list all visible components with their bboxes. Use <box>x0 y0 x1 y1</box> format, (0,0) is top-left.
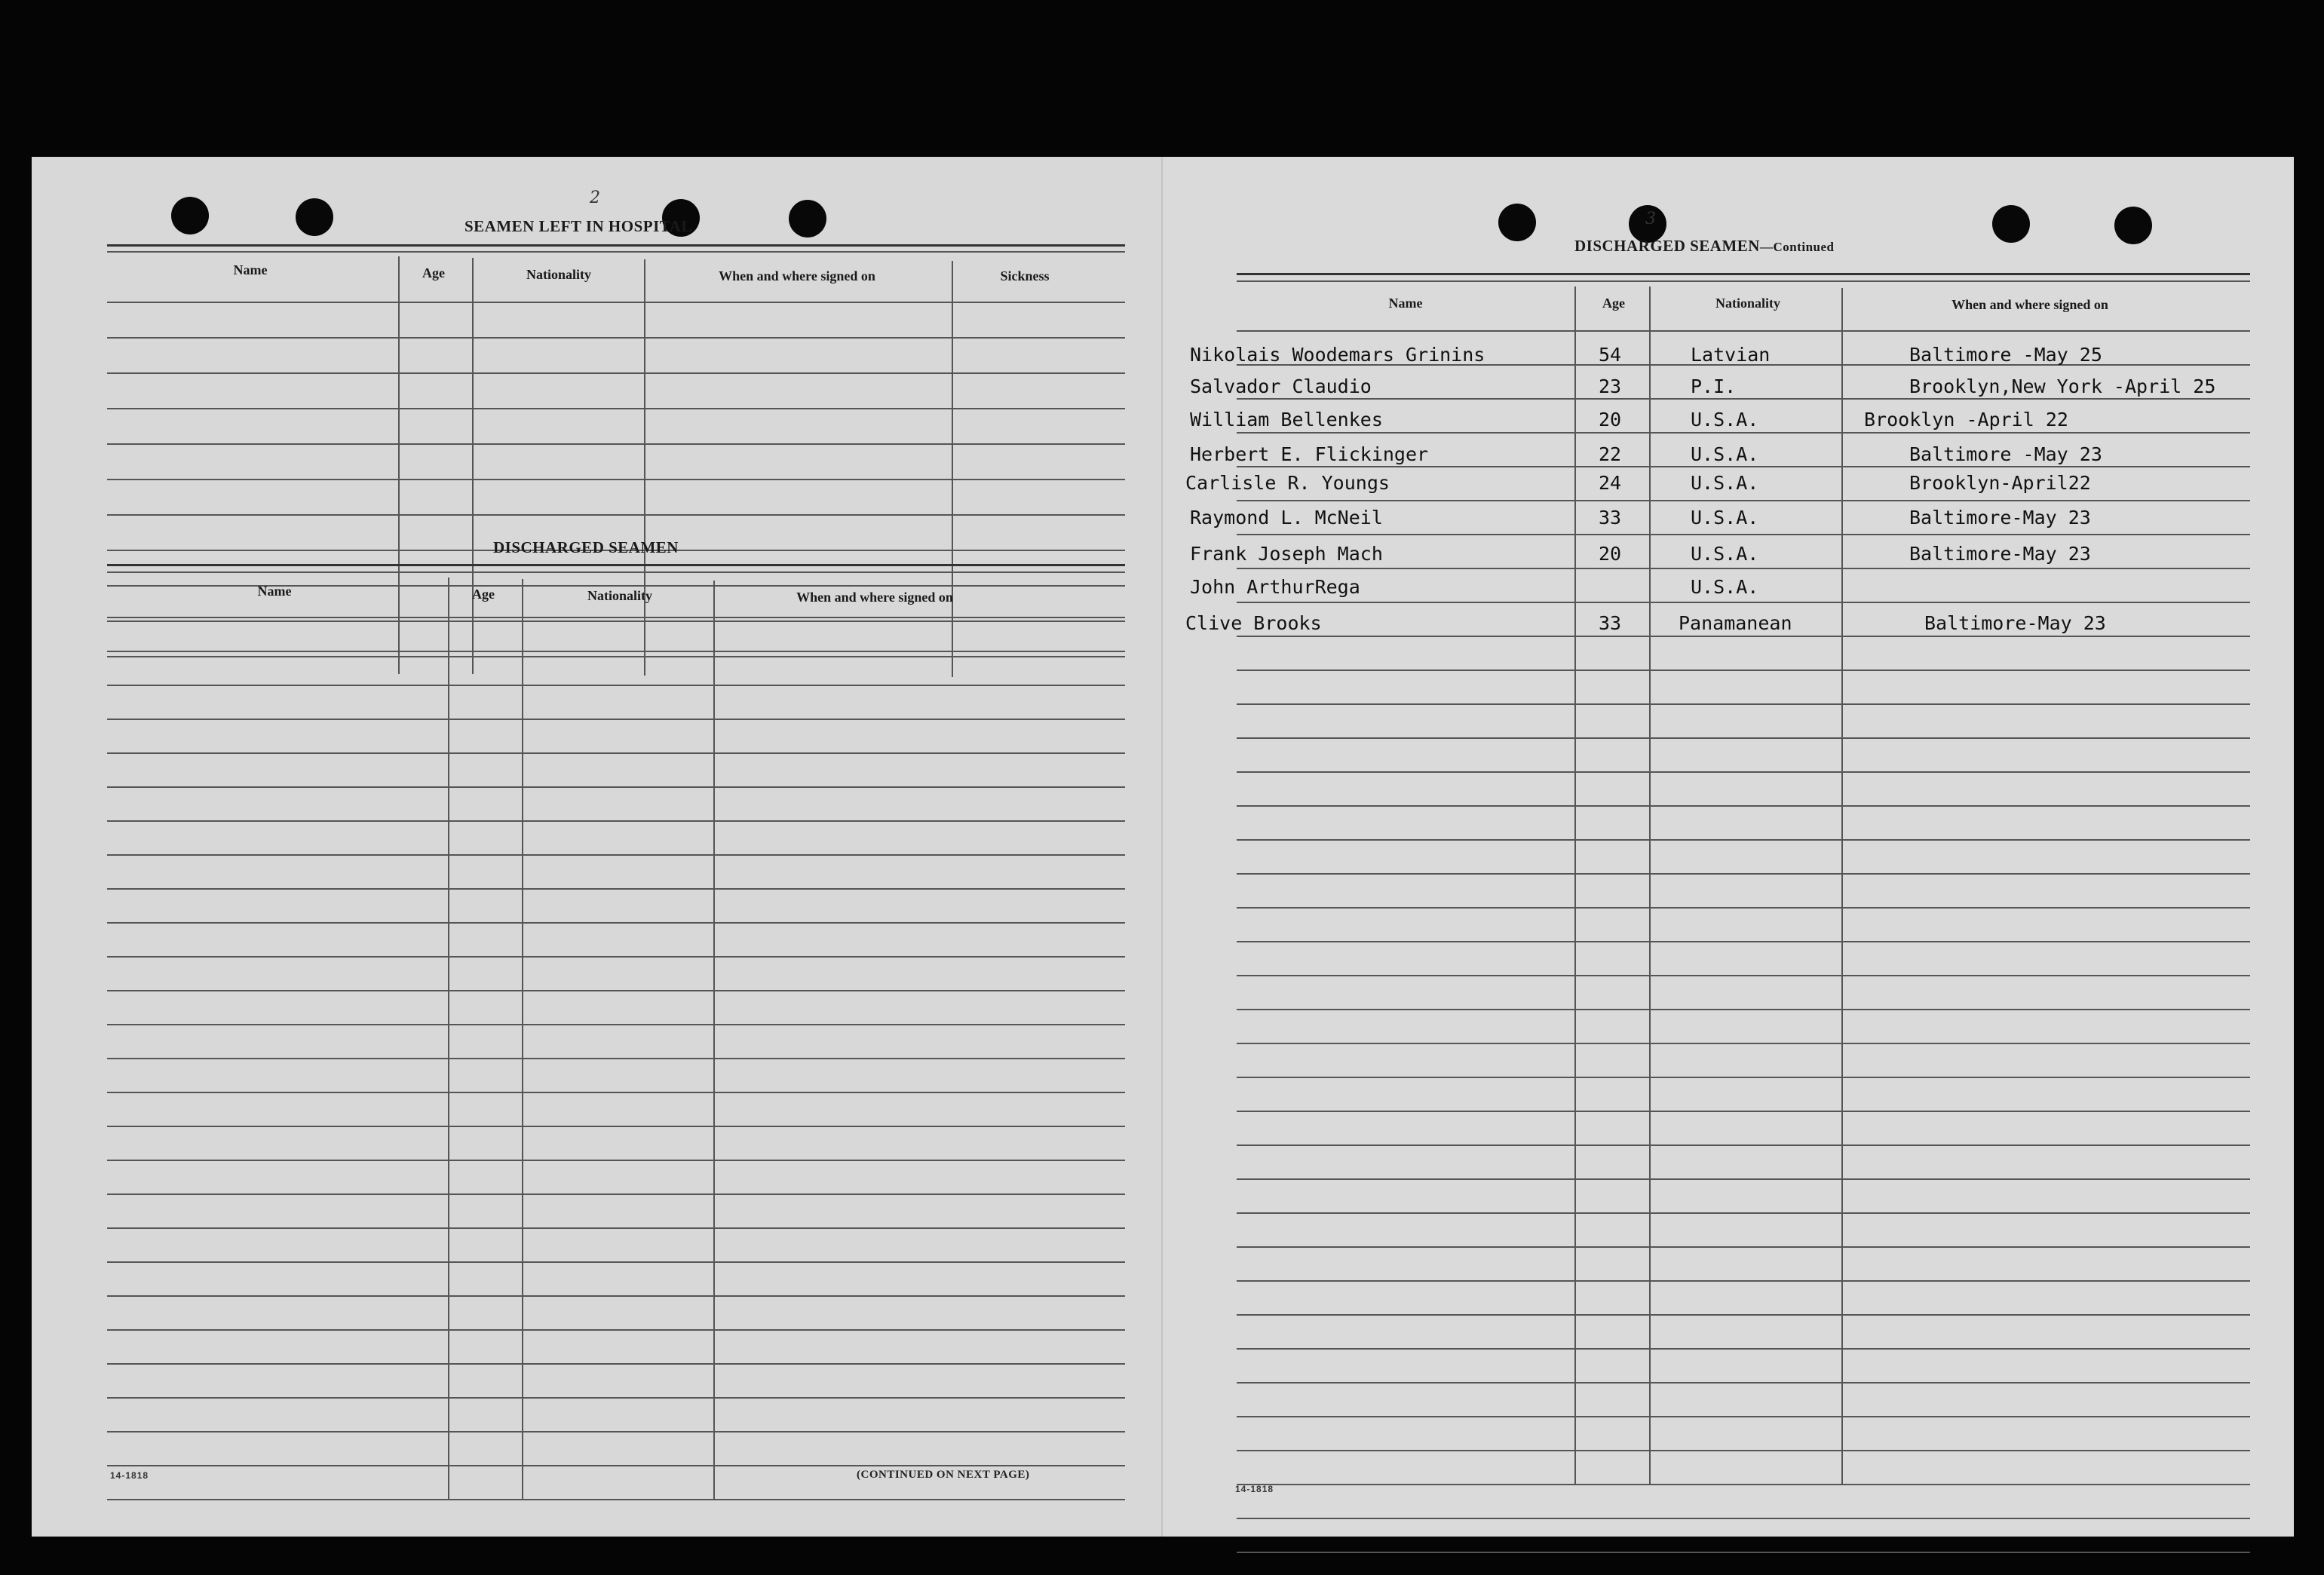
ruled-line <box>107 372 1125 374</box>
ruled-line <box>1237 1348 2250 1350</box>
hospital-col-name: Name <box>233 262 268 277</box>
seaman-name: Raymond L. McNeil <box>1190 507 1383 529</box>
ruled-line <box>1237 534 2250 535</box>
seaman-age: 54 <box>1599 344 1622 366</box>
seaman-age: 24 <box>1599 472 1622 494</box>
seaman-age: 20 <box>1599 543 1622 565</box>
ruled-line <box>1237 500 2250 501</box>
ruled-line <box>1237 398 2250 400</box>
ruled-line <box>107 656 1125 657</box>
ruled-line <box>107 1194 1125 1195</box>
ruled-line <box>1237 1552 2250 1553</box>
ruled-line <box>1237 1043 2250 1044</box>
seaman-signed-on: Baltimore -May 25 <box>1909 344 2102 366</box>
ruled-line <box>107 1499 1125 1500</box>
ruled-line <box>107 719 1125 720</box>
hospital-col-sickness: Sickness <box>1000 268 1050 283</box>
ruled-line <box>107 990 1125 991</box>
hospital-section-title: SEAMEN LEFT IN HOSPITAL <box>464 217 692 235</box>
ruled-line <box>107 1431 1125 1433</box>
ruled-line <box>1237 1450 2250 1451</box>
seaman-nationality: Latvian <box>1691 344 1771 366</box>
seaman-name: Frank Joseph Mach <box>1190 543 1383 565</box>
ruled-line <box>1237 907 2250 909</box>
seaman-nationality: U.S.A. <box>1691 472 1759 494</box>
hospital-col-nationality: Nationality <box>526 267 592 282</box>
title-suffix: —Continued <box>1759 240 1835 254</box>
seaman-name: John ArthurRega <box>1190 576 1360 598</box>
seaman-name: William Bellenkes <box>1190 409 1383 431</box>
ruled-line <box>1237 670 2250 671</box>
ruled-line <box>1237 1246 2250 1248</box>
ruled-line <box>107 302 1125 303</box>
ruled-line <box>1237 1178 2250 1180</box>
ruled-line <box>107 1329 1125 1331</box>
punch-hole <box>1498 204 1536 241</box>
seaman-nationality: U.S.A. <box>1691 576 1759 598</box>
ruled-line <box>107 1058 1125 1059</box>
ruled-line <box>1237 1280 2250 1282</box>
seaman-nationality: Panamanean <box>1679 612 1792 634</box>
ruled-line <box>1237 330 2250 332</box>
seaman-nationality: U.S.A. <box>1691 507 1759 529</box>
seaman-age: 23 <box>1599 375 1622 397</box>
ruled-line <box>107 685 1125 686</box>
seaman-signed-on: Baltimore-May 23 <box>1909 543 2091 565</box>
form-number: 14-1818 <box>110 1470 149 1481</box>
seaman-nationality: U.S.A. <box>1691 543 1759 565</box>
seaman-name: Herbert E. Flickinger <box>1190 443 1429 465</box>
ruled-line <box>107 621 1125 622</box>
seaman-name: Salvador Claudio <box>1190 375 1372 397</box>
ruled-line <box>1237 466 2250 467</box>
seaman-signed-on: Brooklyn -April 22 <box>1864 409 2068 431</box>
col-age: Age <box>1602 296 1625 311</box>
seaman-nationality: U.S.A. <box>1691 409 1759 431</box>
ruled-line <box>107 1092 1125 1093</box>
hospital-col-signed-on: When and where signed on <box>719 268 875 283</box>
ruled-line <box>1237 941 2250 942</box>
ruled-line <box>107 888 1125 890</box>
seaman-nationality: P.I. <box>1691 375 1737 397</box>
ruled-line <box>1237 636 2250 637</box>
seaman-signed-on: Baltimore -May 23 <box>1909 443 2102 465</box>
col-name: Name <box>1388 296 1423 311</box>
ruled-line <box>107 443 1125 445</box>
ruled-line <box>1237 873 2250 875</box>
seaman-name: Clive Brooks <box>1185 612 1322 634</box>
left-page <box>32 157 1161 1537</box>
seaman-signed-on: Brooklyn-April22 <box>1909 472 2091 494</box>
ruled-line <box>107 479 1125 480</box>
ruled-line <box>1237 1484 2250 1485</box>
ruled-line <box>107 854 1125 856</box>
discharged-col-signed-on: When and where signed on <box>796 590 953 605</box>
ruled-line <box>107 1261 1125 1263</box>
ruled-line <box>1237 1416 2250 1417</box>
hospital-col-age: Age <box>422 265 445 280</box>
ruled-line <box>107 922 1125 924</box>
ruled-line <box>107 337 1125 339</box>
ruled-line <box>1237 737 2250 739</box>
seaman-signed-on: Baltimore-May 23 <box>1924 612 2106 634</box>
col-signed-on: When and where signed on <box>1951 297 2108 312</box>
seaman-signed-on: Baltimore-May 23 <box>1909 507 2091 529</box>
discharged-col-age: Age <box>472 587 495 602</box>
ruled-line <box>1237 839 2250 841</box>
seaman-age: 33 <box>1599 612 1622 634</box>
ruled-line <box>107 1363 1125 1365</box>
ruled-line <box>107 617 1125 618</box>
title-main: DISCHARGED SEAMEN <box>1574 237 1760 255</box>
punch-hole <box>2114 207 2152 244</box>
discharged-col-nationality: Nationality <box>587 588 653 603</box>
discharged-col-name: Name <box>257 584 292 599</box>
form-number: 14-1818 <box>1235 1484 1274 1494</box>
ruled-line <box>107 1160 1125 1161</box>
punch-hole <box>789 200 826 237</box>
col-nationality: Nationality <box>1715 296 1781 311</box>
ruled-line <box>1237 1009 2250 1010</box>
seaman-nationality: U.S.A. <box>1691 443 1759 465</box>
ruled-line <box>1237 1314 2250 1316</box>
page-number: 3 <box>1645 210 1656 228</box>
ruled-line <box>1237 1518 2250 1519</box>
ruled-line <box>107 514 1125 516</box>
ruled-line <box>1237 568 2250 569</box>
seaman-age: 33 <box>1599 507 1622 529</box>
ruled-line <box>1237 432 2250 434</box>
page-number: 2 <box>590 188 600 207</box>
right-page <box>1161 157 2294 1537</box>
seaman-age: 22 <box>1599 443 1622 465</box>
discharged-continued-title <box>1574 237 1834 256</box>
ruled-line <box>107 752 1125 754</box>
ruled-line <box>1237 771 2250 773</box>
punch-hole <box>171 197 209 234</box>
ruled-line <box>1237 703 2250 705</box>
ruled-line <box>107 1465 1125 1466</box>
ruled-line <box>107 1227 1125 1229</box>
ruled-line <box>1237 602 2250 603</box>
punch-hole <box>296 198 333 236</box>
ruled-line <box>1237 1111 2250 1112</box>
seaman-name: Carlisle R. Youngs <box>1185 472 1390 494</box>
ruled-line <box>107 1126 1125 1127</box>
continued-footer: (CONTINUED ON NEXT PAGE) <box>857 1469 1030 1481</box>
ruled-line <box>107 1397 1125 1399</box>
ruled-line <box>1237 1212 2250 1214</box>
ruled-line <box>1237 1382 2250 1383</box>
ruled-line <box>1237 975 2250 976</box>
seaman-signed-on: Brooklyn,New York -April 25 <box>1909 375 2216 397</box>
punch-hole <box>1992 205 2030 243</box>
ruled-line <box>107 651 1125 652</box>
ruled-line <box>107 820 1125 822</box>
seaman-name: Nikolais Woodemars Grinins <box>1190 344 1485 366</box>
ruled-line <box>107 786 1125 788</box>
seaman-age: 20 <box>1599 409 1622 431</box>
ruled-line <box>1237 805 2250 807</box>
ruled-line <box>1237 1144 2250 1146</box>
ruled-line <box>107 1295 1125 1297</box>
ruled-line <box>107 1024 1125 1025</box>
discharged-section-title: DISCHARGED SEAMEN <box>493 538 679 556</box>
ruled-line <box>107 956 1125 958</box>
ruled-line <box>107 408 1125 409</box>
ruled-line <box>1237 1077 2250 1078</box>
